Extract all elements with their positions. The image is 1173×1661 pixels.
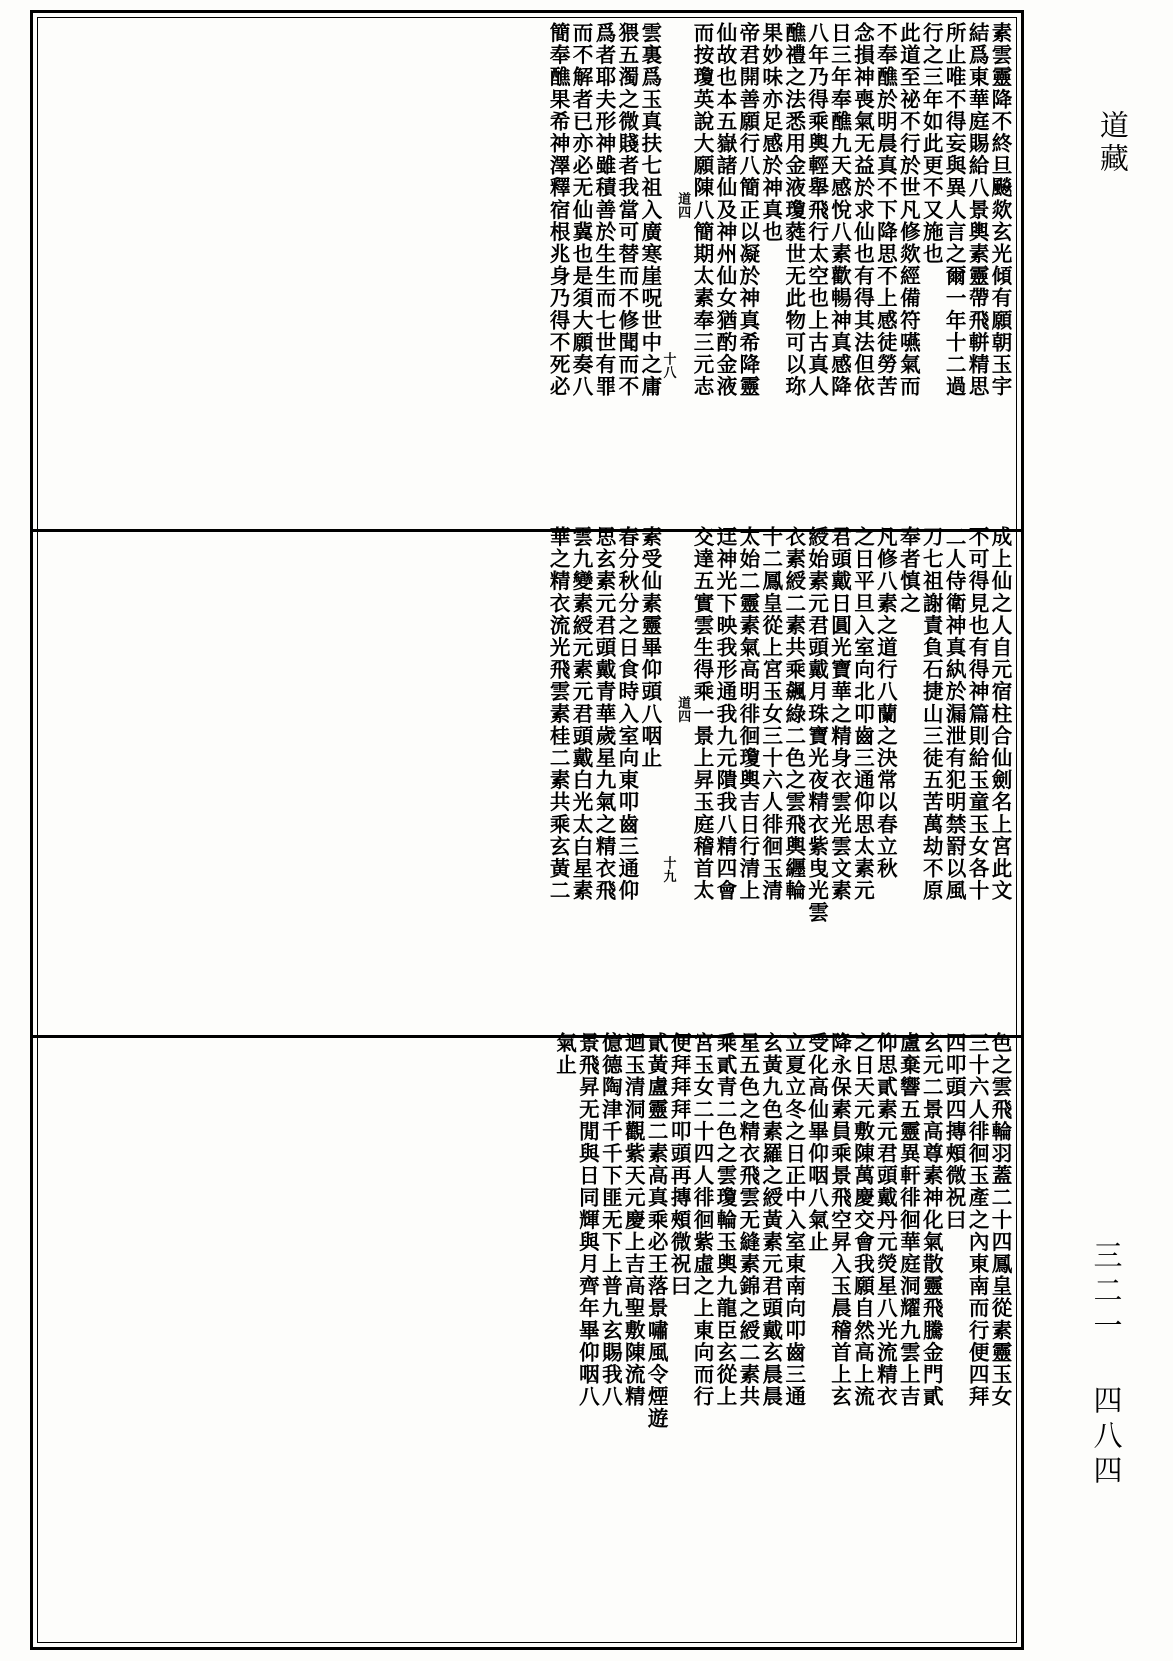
text-column: 簡奉醮果希神澤釋宿根兆身乃得不死必 [546, 22, 571, 398]
marginal-note: 十八 [660, 352, 676, 379]
page-margin [1032, 0, 1173, 1661]
text-column: 雲裏爲玉真扶七祖入廣寒崖呪世中之庸 [637, 22, 662, 398]
text-column: 素受仙素靈畢仰頭八咽止 [637, 526, 662, 770]
text-column: 素雲靈降不終旦飈欻玄光傾有願朝玉宇 [988, 22, 1012, 398]
text-column: 便拜拜拜叩頭再摶頰微祝曰 [667, 1032, 692, 1298]
collection-title: 道藏 [1095, 110, 1130, 176]
text-column: 君頭戴日圓光寶華之精身衣雲光雲文素 [827, 526, 852, 902]
marginal-note: 十九 [660, 856, 676, 883]
text-column: 行之三年如此更不又施也 [919, 22, 944, 266]
text-column: 受化高仙畢仰咽八氣止 [804, 1032, 829, 1253]
text-column: 春分秋分之日食時入室向東叩齒三通仰 [614, 526, 639, 902]
text-column: 成上仙之人自元宿柱合仙劍名上宮此文 [988, 526, 1012, 902]
text-column: 玄黃九色素羅之綬黃素元君頭戴玄晨晨 [758, 1032, 783, 1408]
text-column: 四叩頭四摶頰微祝曰 [942, 1032, 967, 1231]
text-column: 而不解者已亦必无仙冀也是須大願奏八 [569, 22, 594, 398]
text-column: 果妙味亦足感於神真也 [758, 22, 783, 243]
text-column: 猥五濁之微賤者我當可替而不修聞而不 [614, 22, 639, 398]
text-column: 奉者慎之 [896, 526, 921, 615]
text-column: 八年乃得乘輿輕舉飛行太空也上古真人 [804, 22, 829, 398]
text-column: 思玄素元君頭戴青華歲星九氣之精衣飛 [591, 526, 616, 902]
text-column: 刀七祖謝責負石捷山三徒五苦萬劫不原 [919, 526, 944, 902]
text-column: 醮禮之法悉用金液瓊蕤世无此物可以珎 [781, 22, 806, 398]
marginal-note: 道四 [675, 696, 691, 723]
text-column: 景飛昇无閒與日同輝與月齊年畢仰咽八 [575, 1032, 600, 1408]
text-column: 仙故也本五嶽諸仙及神州仙女猶酌金液 [712, 22, 737, 398]
text-column: 星五色之精衣飛雲无縫素錦之綬二素共 [735, 1032, 760, 1408]
text-column: 迋神光下映我形通我九元隤我八精四會 [712, 526, 737, 902]
page-number: 三二一 四八四 [1089, 1240, 1124, 1490]
text-column: 不奉醮於明晨真不下降思不上感徒勞苦 [873, 22, 898, 398]
text-column: 迴玉清洞觀紫天元慶上吉高聖敷陳流精 [621, 1032, 646, 1408]
text-column: 華之精衣流光飛雲素桂二素共乘玄黃二 [546, 526, 571, 902]
text-column: 所止唯不得妄與異人言之爾一年十二過 [942, 22, 967, 398]
text-column: 貳黃盧靈二素高真乘必王落景嘯風令煙遊 [644, 1032, 669, 1430]
text-column: 盧棄響五靈異軒徘徊華庭洞耀九雲上吉 [896, 1032, 921, 1408]
register-bottom [36, 1026, 1018, 1644]
text-column: 三十六人徘徊玉產之內東南而行便四拜 [965, 1032, 990, 1408]
text-column: 衣素綬二素共乘飆綠二色之雲飛輿纒輪 [781, 526, 806, 902]
text-column: 念損神喪氣无益於求仙也有得其法但依 [850, 22, 875, 398]
text-column: 之日平旦入室向北叩齒三通仰思太素元 [850, 526, 875, 902]
text-column: 太始二靈素氣高明徘徊瓊輿吉日行清上 [735, 526, 760, 902]
text-column: 色之雲飛輪羽蓋二十四鳳皇從素靈玉女 [988, 1032, 1012, 1408]
text-column: 此道至祕不行於世凡修欻經備符嚥氣而 [896, 22, 921, 398]
text-column: 結爲東華庭賜給八景輿素靈帶飛軿精思 [965, 22, 990, 398]
text-column: 日三年奉醮九天感悅八素歡暢神真感降 [827, 22, 852, 398]
text-column: 降永保素員乘景飛空昇入玉晨稽首上玄 [827, 1032, 852, 1408]
text-column: 玄元二景高尊素神化氣散靈飛騰金門貳 [919, 1032, 944, 1408]
text-column: 宮玉女二十四人徘徊紫虛之上東向而行 [690, 1032, 715, 1408]
text-column: 乘貳青二色之雲瓊輪玉輿九龍臣玄從上 [712, 1032, 737, 1408]
text-column: 雲九變素綬元素元君頭戴白光太白星素 [569, 526, 594, 902]
text-column: 氣止 [552, 1032, 577, 1077]
register-top [36, 16, 1018, 516]
text-column: 億德陶津千千下匪无下上普九玄賜我八 [598, 1032, 623, 1408]
text-column: 十二鳳皇從上宮玉女三十六人徘徊玉清 [758, 526, 783, 902]
text-column: 交達五實雲生得乘一景上昇玉庭稽首太 [690, 526, 715, 902]
text-column: 立夏立冬之日正中入室東南向叩齒三通 [781, 1032, 806, 1408]
text-column: 仰思貳素元君頭戴丹元熒星八光流精衣 [873, 1032, 898, 1408]
text-column: 綬始素元君頭戴月珠寶光夜精衣紫曳光雲 [804, 526, 829, 924]
text-column: 二人侍衛神真紈於漏泄有犯明禁罸以風 [942, 526, 967, 902]
text-column: 凡修八素之道行八蘭之決常以春立秋 [873, 526, 898, 880]
text-column: 不可得見也有得神篇則給玉童玉女各十 [965, 526, 990, 902]
text-column: 爲者耶夫形神雖積善於生生而七世有罪 [591, 22, 616, 398]
text-column: 而按瓊英說大願陳八簡期太素奉三元志 [690, 22, 715, 398]
text-column: 帝君開善願行八簡正以凝於神真希降靈 [735, 22, 760, 398]
text-column: 之日天元敷陳萬慶交會我願自然高上流 [850, 1032, 875, 1408]
marginal-note: 道四 [675, 192, 691, 219]
register-middle [36, 520, 1018, 1022]
